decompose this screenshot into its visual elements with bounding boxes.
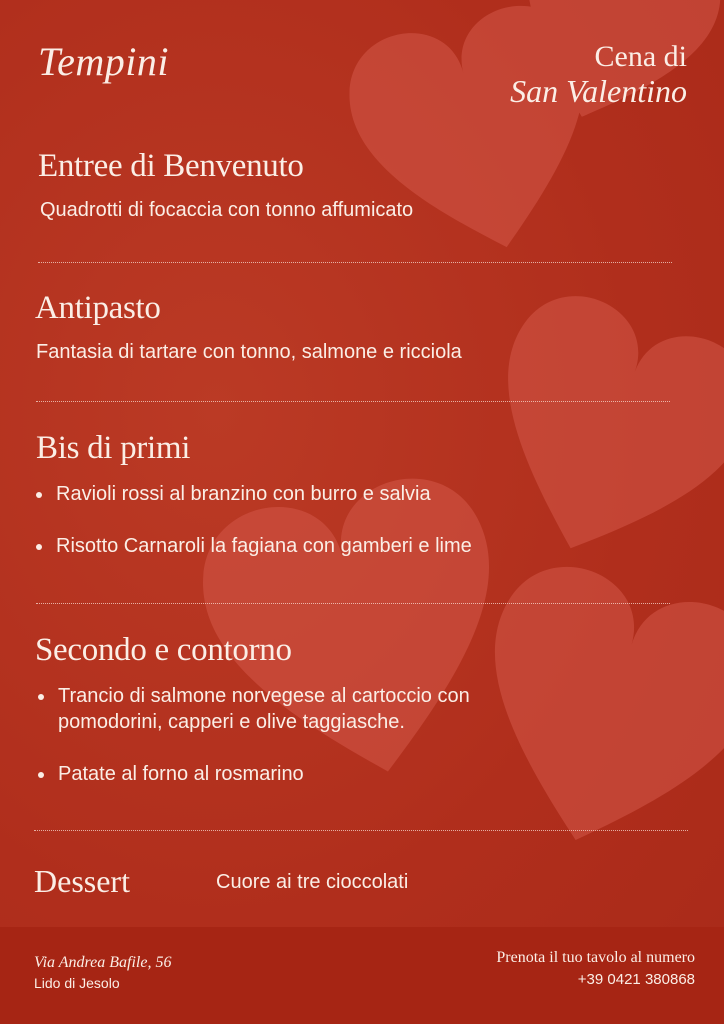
phone-number: +39 0421 380868 bbox=[577, 971, 695, 988]
event-title-line2: San Valentino bbox=[510, 73, 687, 109]
address-city: Lido di Jesolo bbox=[34, 975, 120, 991]
list-item: Risotto Carnaroli la fagiana con gamberi e lime bbox=[34, 533, 674, 559]
section-description: Quadrotti di focaccia con tonno affumicato bbox=[40, 199, 414, 221]
list-item: Ravioli rossi al branzino con burro e salvia bbox=[34, 481, 674, 507]
section-title: Entree di Benvenuto bbox=[38, 148, 304, 184]
section-primi bbox=[0, 430, 724, 585]
dessert-description: Cuore ai tre cioccolati bbox=[216, 871, 409, 893]
booking-info bbox=[496, 947, 695, 991]
booking-label: Prenota il tuo tavolo al numero bbox=[496, 949, 695, 966]
divider bbox=[36, 401, 670, 402]
section-description: Fantasia di tartare con tonno, salmone e ricciola bbox=[36, 341, 462, 363]
section-entree bbox=[0, 148, 724, 222]
section-title: Bis di primi bbox=[36, 430, 191, 466]
list-item: Patate al forno al rosmarino bbox=[36, 761, 556, 787]
divider bbox=[36, 603, 670, 604]
divider bbox=[34, 830, 688, 831]
section-title-dessert: Dessert bbox=[34, 863, 130, 899]
primi-list bbox=[34, 481, 674, 559]
event-title-line1: Cena di bbox=[594, 40, 687, 73]
section-secondo bbox=[0, 632, 724, 813]
restaurant-address bbox=[34, 953, 171, 993]
list-item: Trancio di salmone norvegese al cartoccio con pomodorini, capperi e olive taggiasche. bbox=[36, 683, 556, 735]
section-antipasto bbox=[0, 290, 724, 364]
divider bbox=[38, 262, 672, 263]
restaurant-logo: Tempini bbox=[38, 39, 169, 84]
address-street: Via Andrea Bafile, 56 bbox=[34, 954, 172, 971]
secondo-list bbox=[36, 683, 556, 787]
section-title: Secondo e contorno bbox=[35, 632, 292, 668]
event-title bbox=[510, 40, 687, 108]
section-title: Antipasto bbox=[35, 290, 161, 326]
